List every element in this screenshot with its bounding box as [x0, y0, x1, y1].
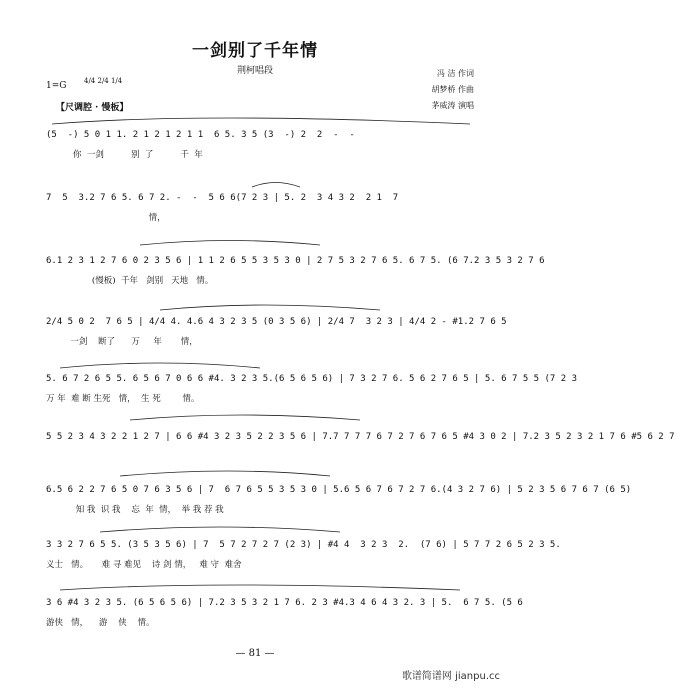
notes-line: 5 5 2 3 4 3 2 2 1 2 7 | 6 6 #4 3 2 3 5 2 2 3 5 6 | 7.7 7 7 7 6 7 2 7 6 7 6 5 #4 3 0 2 | 7.2 3 5 2 3 2 1 7 6 #5 6 2 7 — [46, 432, 675, 442]
notes-line: (5 -) 5 0 1 1. 2 1 2 1 2 1 1 6 5. 3 5 (3 -) 2 2 - - — [46, 130, 355, 140]
slur — [252, 183, 300, 188]
watermark: 歌谱简谱网 jianpu.cc — [401, 671, 500, 682]
notes-line: 6.5 6 2 2 7 6 5 0 7 6 3 5 6 | 7 6 7 6 5 5 3 5 3 0 | 5.6 5 6 7 6 7 2 7 6.(4 3 2 7 6) | 5 2 3 5 6 7 6 7 (6 5) — [46, 485, 632, 495]
lyrics-line: (慢板) 千年 剑别 天地 情。 — [46, 276, 214, 286]
slur — [160, 305, 380, 310]
notes-line: 2/4 5 0 2 7 6 5 | 4/4 4. 4.6 4 3 2 3 5 (0 3 5 6) | 2/4 7 3 2 3 | 4/4 2 - #1.2 7 6 5 — [46, 317, 507, 327]
lyrics-line: 万 年 难 断 生死 情， 生 死 情。 — [46, 394, 200, 404]
slur — [52, 118, 470, 124]
credit-singer: 茅威涛 演唱 — [431, 101, 474, 110]
lyrics-line: 游侠 情， 游 侠 情。 — [46, 618, 155, 628]
slur — [100, 527, 340, 532]
style-tag: 【尺调腔 · 慢板】 — [56, 103, 129, 113]
key-signature: 1=G — [46, 81, 67, 91]
notes-line: 7 5 3.2 7 6 5. 6 7 2. - - 5 6 6(7 2 3 | 5. 2 3 4 3 2 2 1 7 — [46, 193, 399, 203]
lyrics-line: 情， — [46, 213, 166, 223]
credit-lyricist: 冯 洁 作词 — [436, 69, 474, 78]
credit-composer: 胡梦桥 作曲 — [431, 85, 474, 94]
lyrics-line: 一剑 断了 万 年 情， — [46, 337, 198, 347]
lyrics-line: 你 一剑 别 了 千 年 — [46, 150, 203, 160]
notes-line: 6.1 2 3 1 2 7 6 0 2 3 5 6 | 1 1 2 6 5 5 3 5 3 0 | 2 7 5 3 2 7 6 5. 6 7 5. (6 7.2 3 5 3 2 7 6 — [46, 256, 545, 266]
notes-line: 3 3 2 7 6 5 5. (3 5 3 5 6) | 7 5 7 2 7 2 7 (2 3) | #4 4 3 2 3 2. (7 6) | 5 7 7 2 6 5 2 3 5. — [46, 540, 561, 550]
notes-line: 5. 6 7 2 6 5 5. 6 5 6 7 0 6 6 #4. 3 2 3 5.(6 5 6 5 6) | 7 3 2 7 6. 5 6 2 7 6 5 | 5. 6 7 5 5 (7 2 3 — [46, 374, 578, 384]
slur — [60, 585, 460, 590]
slur — [130, 415, 360, 420]
lyrics-line: 知 我 识 我 忘 年 情， 举 我 荐 我 — [46, 505, 224, 515]
song-title: 一剑别了千年情 — [192, 41, 318, 61]
lyrics-line: 义士 情。 难 寻 难见 诗 剑 情， 难 守 难舍 — [46, 560, 242, 570]
slur — [140, 241, 320, 246]
slur — [120, 471, 330, 476]
page-number: — 81 — — [235, 648, 275, 659]
song-subtitle: 荆柯唱段 — [236, 66, 273, 76]
notes-line: 3 6 #4 3 2 3 5. (6 5 6 5 6) | 7.2 3 5 3 2 1 7 6. 2 3 #4.3 4 6 4 3 2. 3 | 5. 6 7 5. (5 6 — [46, 598, 523, 608]
slur — [60, 363, 260, 368]
time-signature: 4/4 2/4 1/4 — [84, 77, 123, 85]
